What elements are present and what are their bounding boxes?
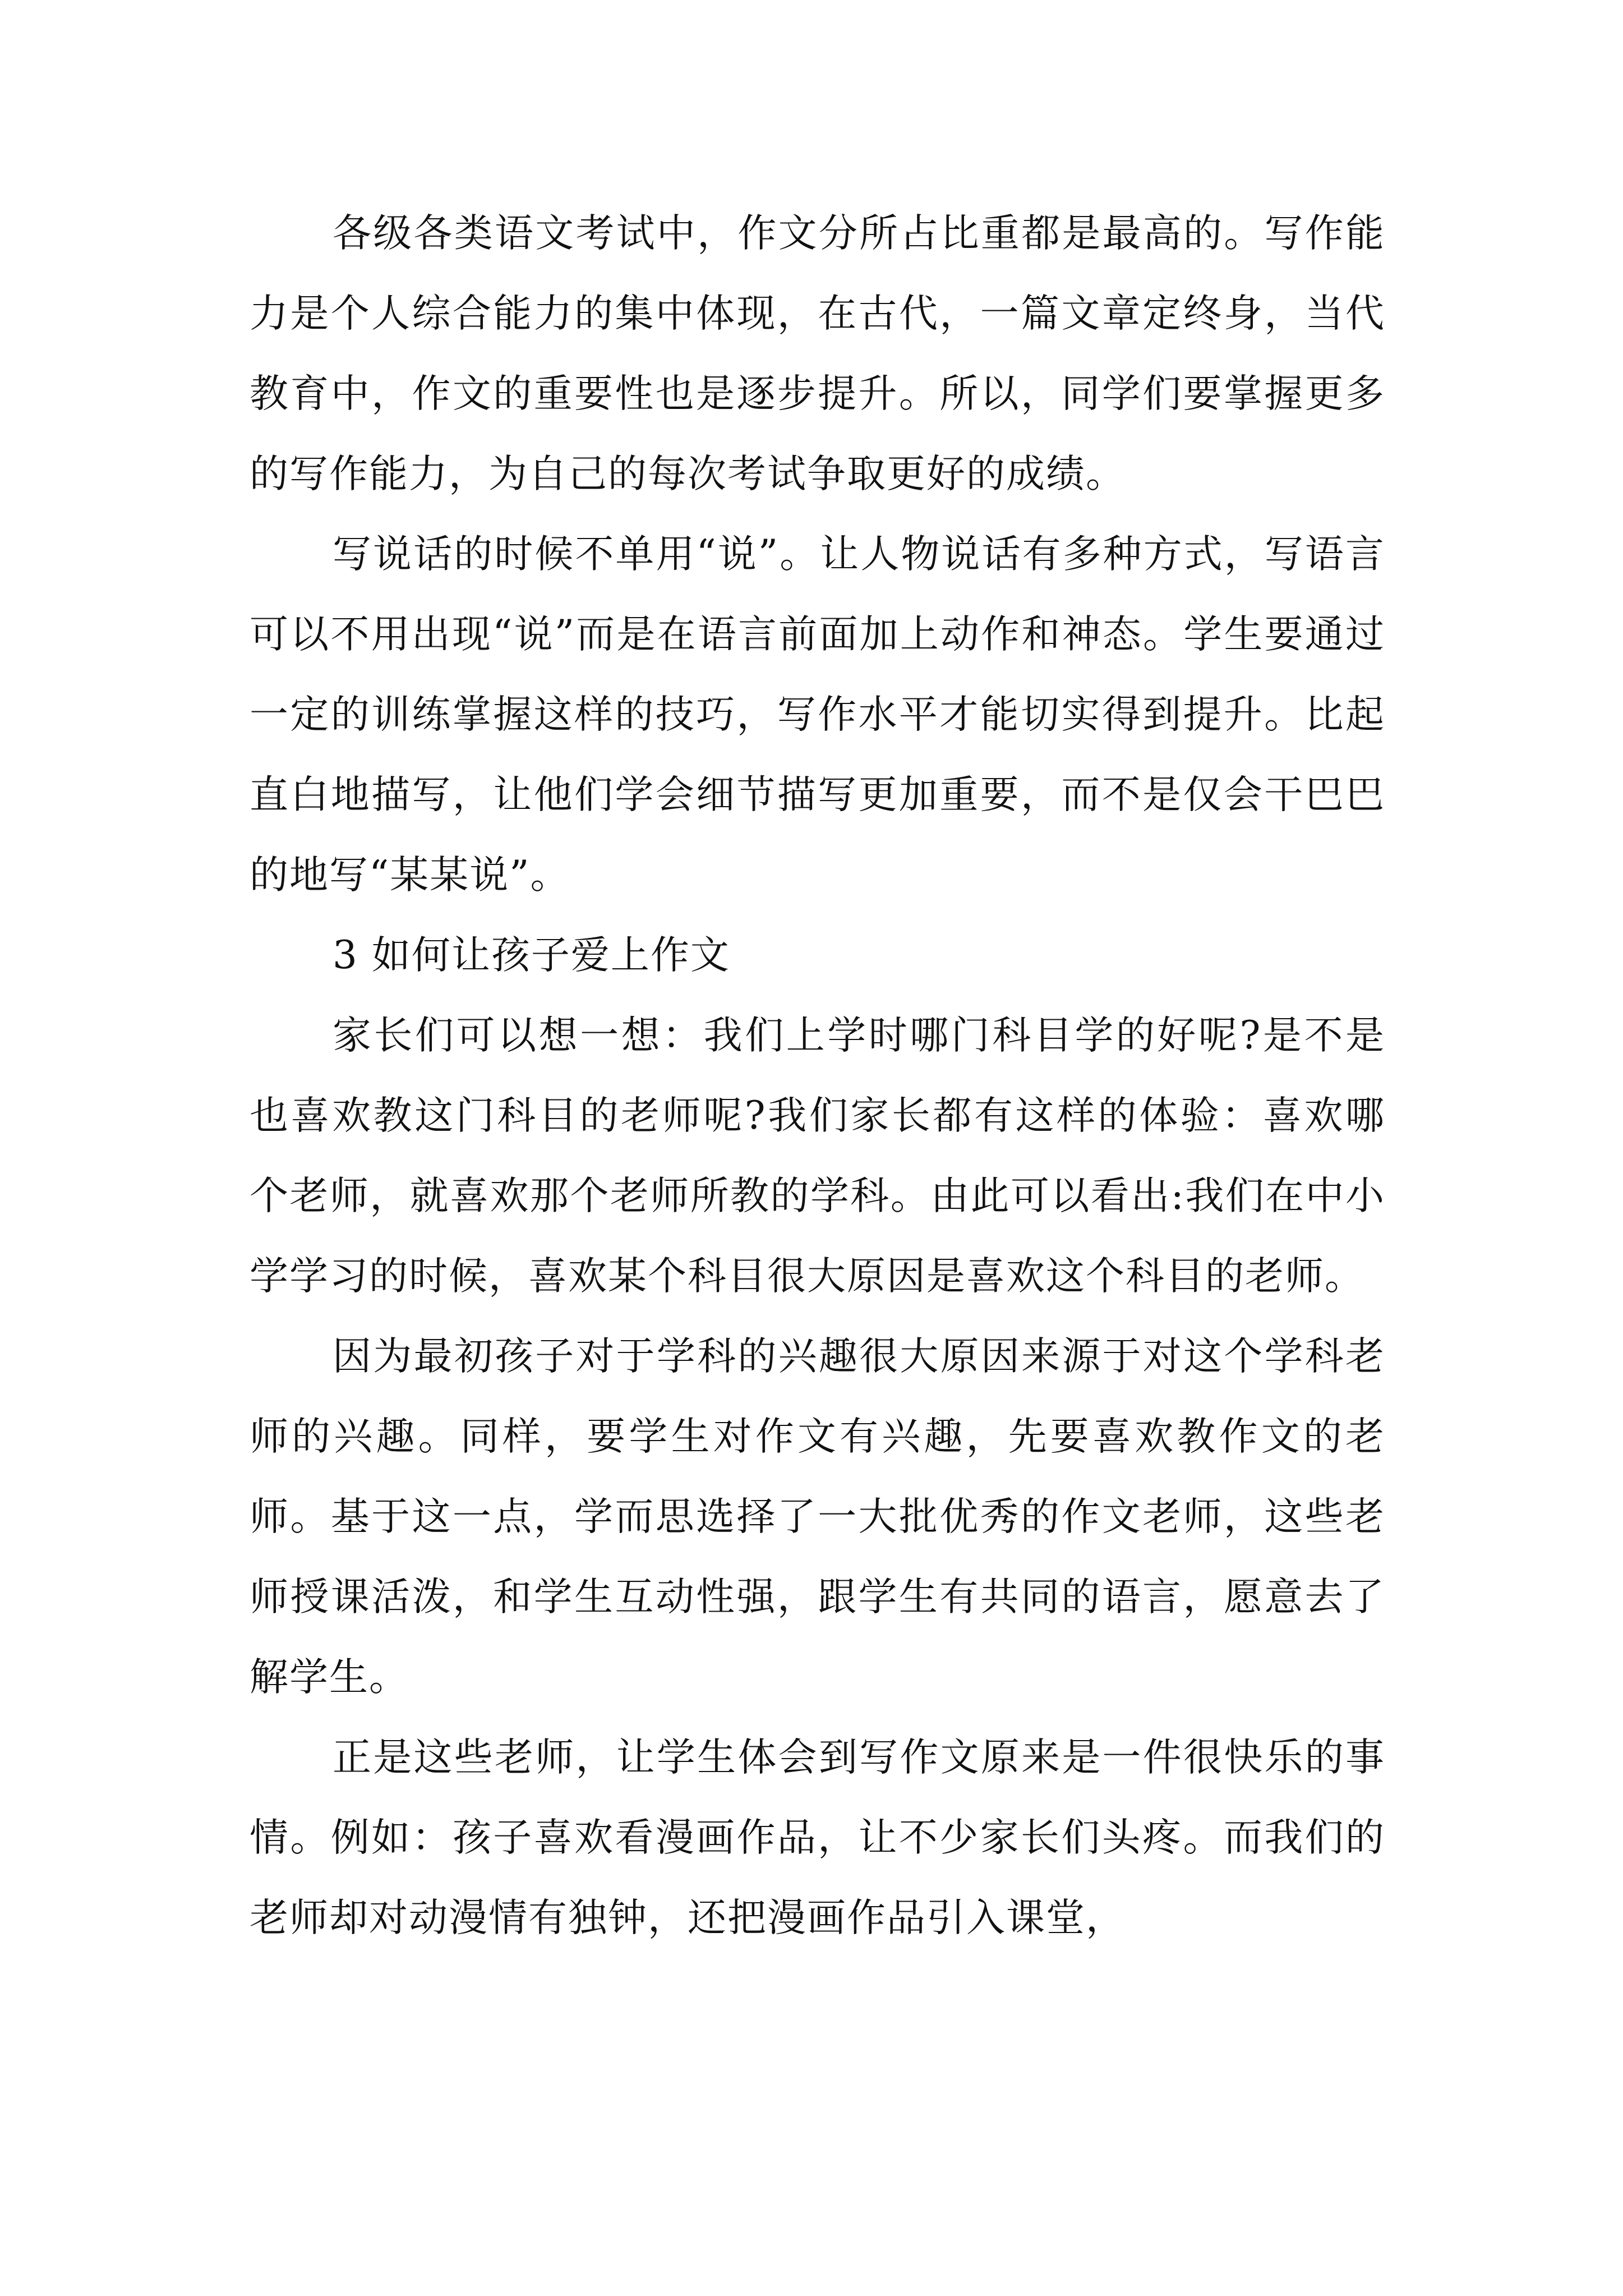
paragraph-1: 各级各类语文考试中，作文分所占比重都是最高的。写作能力是个人综合能力的集中体现，在古代，一篇文章定终身，当代教育中，作文的重要性也是逐步提升。所以，同学们要掌握更多的写作能力，为自己的每次考试争取更好的成绩。 — [250, 211, 1385, 496]
paragraph-3: 家长们可以想一想：我们上学时哪门科目学的好呢?是不是也喜欢教这门科目的老师呢?我们家长都有这样的体验：喜欢哪个老师，就喜欢那个老师所教的学科。由此可以看出:我们在中小学学习的时候，喜欢某个科目很大原因是喜欢这个科目的老师。 — [250, 1013, 1385, 1299]
section-heading: 3 如何让孩子爱上作文 — [333, 933, 730, 978]
paragraph-2: 写说话的时候不单用“说”。让人物说话有多种方式，写语言可以不用出现“说”而是在语言前面加上动作和神态。学生要通过一定的训练掌握这样的技巧，写作水平才能切实得到提升。比起直白地描写，让他们学会细节描写更加重要，而不是仅会干巴巴的地写“某某说”。 — [250, 532, 1385, 898]
paragraph-4: 因为最初孩子对于学科的兴趣很大原因来源于对这个学科老师的兴趣。同样，要学生对作文有兴趣，先要喜欢教作文的老师。基于这一点，学而思选择了一大批优秀的作文老师，这些老师授课活泼，和学生互动性强，跟学生有共同的语言，愿意去了解学生。 — [250, 1334, 1385, 1700]
paragraph-5: 正是这些老师，让学生体会到写作文原来是一件很快乐的事情。例如：孩子喜欢看漫画作品，让不少家长们头疼。而我们的老师却对动漫情有独钟，还把漫画作品引入课堂， — [250, 1735, 1385, 1940]
body-text — [250, 194, 1385, 1958]
